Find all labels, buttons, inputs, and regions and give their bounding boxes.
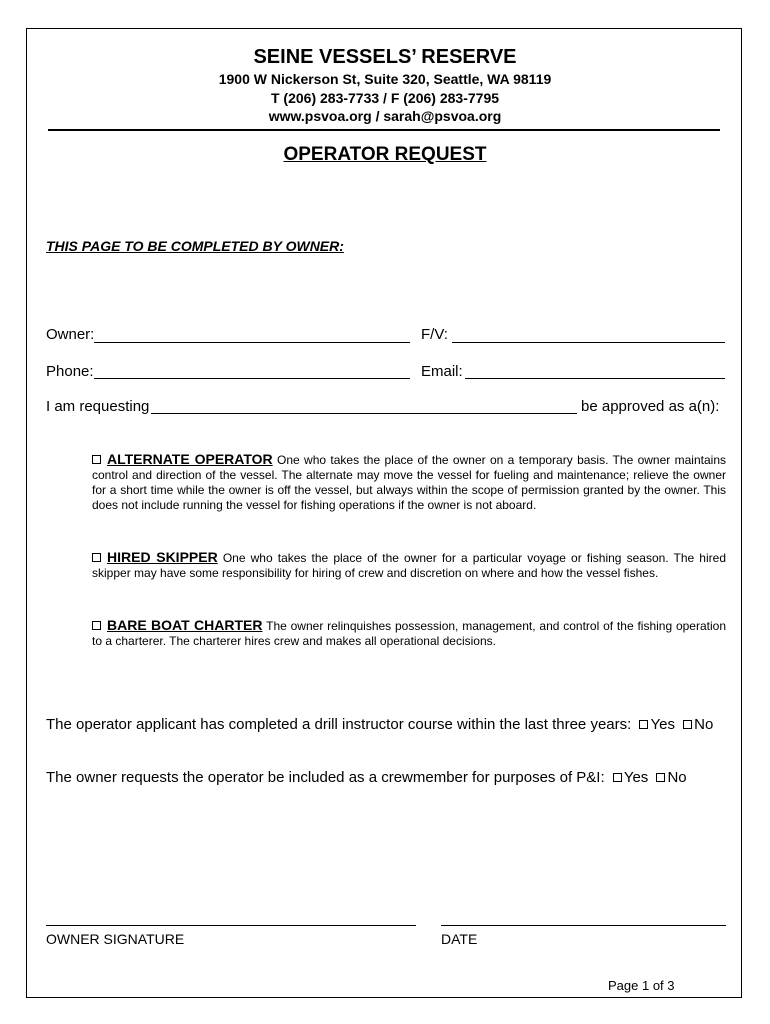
date-label: DATE: [441, 931, 478, 947]
owner-note: THIS PAGE TO BE COMPLETED BY OWNER:: [46, 238, 344, 254]
option-bare-boat-charter: [92, 618, 726, 649]
page-number: Page 1 of 3: [608, 978, 675, 993]
option-title: ALTERNATE OPERATOR: [107, 451, 273, 467]
owner-field[interactable]: [94, 342, 410, 343]
checkbox-crew-yes[interactable]: [613, 773, 622, 782]
header-divider: [48, 129, 720, 131]
owner-signature-field[interactable]: [46, 925, 416, 926]
option-hired-skipper: [92, 550, 726, 581]
org-web-email: www.psvoa.org / sarah@psvoa.org: [268, 108, 502, 124]
checkbox-bare-boat-charter[interactable]: [92, 621, 101, 630]
checkbox-drill-yes[interactable]: [639, 720, 648, 729]
checkbox-hired-skipper[interactable]: [92, 553, 101, 562]
requesting-field[interactable]: [151, 413, 577, 414]
yes-label: Yes: [650, 716, 675, 733]
yes-label: Yes: [623, 769, 649, 786]
question-crewmember: [46, 769, 687, 786]
option-description: One who takes the place of the owner on a temporary basis. The owner maintains control and direction of the vessel. The alternate may move the vessel for fueling and maintenance; relieve the owner for a short time while the owner is off the vessel, but always within the scope of permission granted by the owner. This does not include running the vessel for fishing operations if the owner is not aboard.: [92, 453, 726, 512]
option-title: HIRED SKIPPER: [107, 549, 218, 565]
org-name: SEINE VESSELS’ RESERVE: [253, 46, 517, 68]
no-label: No: [667, 769, 687, 786]
option-description: The owner relinquishes possession, management, and control of the fishing operation to a charterer. The charterer hires crew and makes all operational decisions.: [92, 619, 726, 648]
checkbox-crew-no[interactable]: [656, 773, 665, 782]
page-border: [26, 28, 742, 998]
approved-label: be approved as a(n):: [581, 398, 720, 415]
option-alternate-operator: [92, 452, 726, 513]
fv-field[interactable]: [452, 342, 725, 343]
phone-field[interactable]: [94, 378, 410, 379]
question-text: The operator applicant has completed a drill instructor course within the last three years:: [46, 716, 632, 733]
checkbox-alternate-operator[interactable]: [92, 455, 101, 464]
question-drill-course: [46, 716, 713, 733]
option-title: BARE BOAT CHARTER: [107, 617, 263, 633]
option-description: One who takes the place of the owner for a particular voyage or fishing season. The hired skipper may have some responsibility for hiring of crew and discretion on where and how the vessel fishes.: [92, 551, 726, 580]
question-text: The owner requests the operator be included as a crewmember for purposes of P&I:: [46, 769, 605, 786]
form-title: OPERATOR REQUEST: [283, 144, 487, 165]
fv-label: F/V:: [421, 326, 448, 343]
date-field[interactable]: [441, 925, 726, 926]
email-label: Email:: [421, 363, 463, 380]
owner-signature-label: OWNER SIGNATURE: [46, 931, 185, 947]
phone-label: Phone:: [46, 363, 94, 380]
requesting-label: I am requesting: [46, 398, 150, 415]
owner-label: Owner:: [46, 326, 95, 343]
checkbox-drill-no[interactable]: [683, 720, 692, 729]
email-field[interactable]: [465, 378, 725, 379]
org-address: 1900 W Nickerson St, Suite 320, Seattle, WA 98119: [218, 71, 552, 87]
org-phone-fax: T (206) 283-7733 / F (206) 283-7795: [270, 90, 500, 106]
no-label: No: [694, 716, 714, 733]
